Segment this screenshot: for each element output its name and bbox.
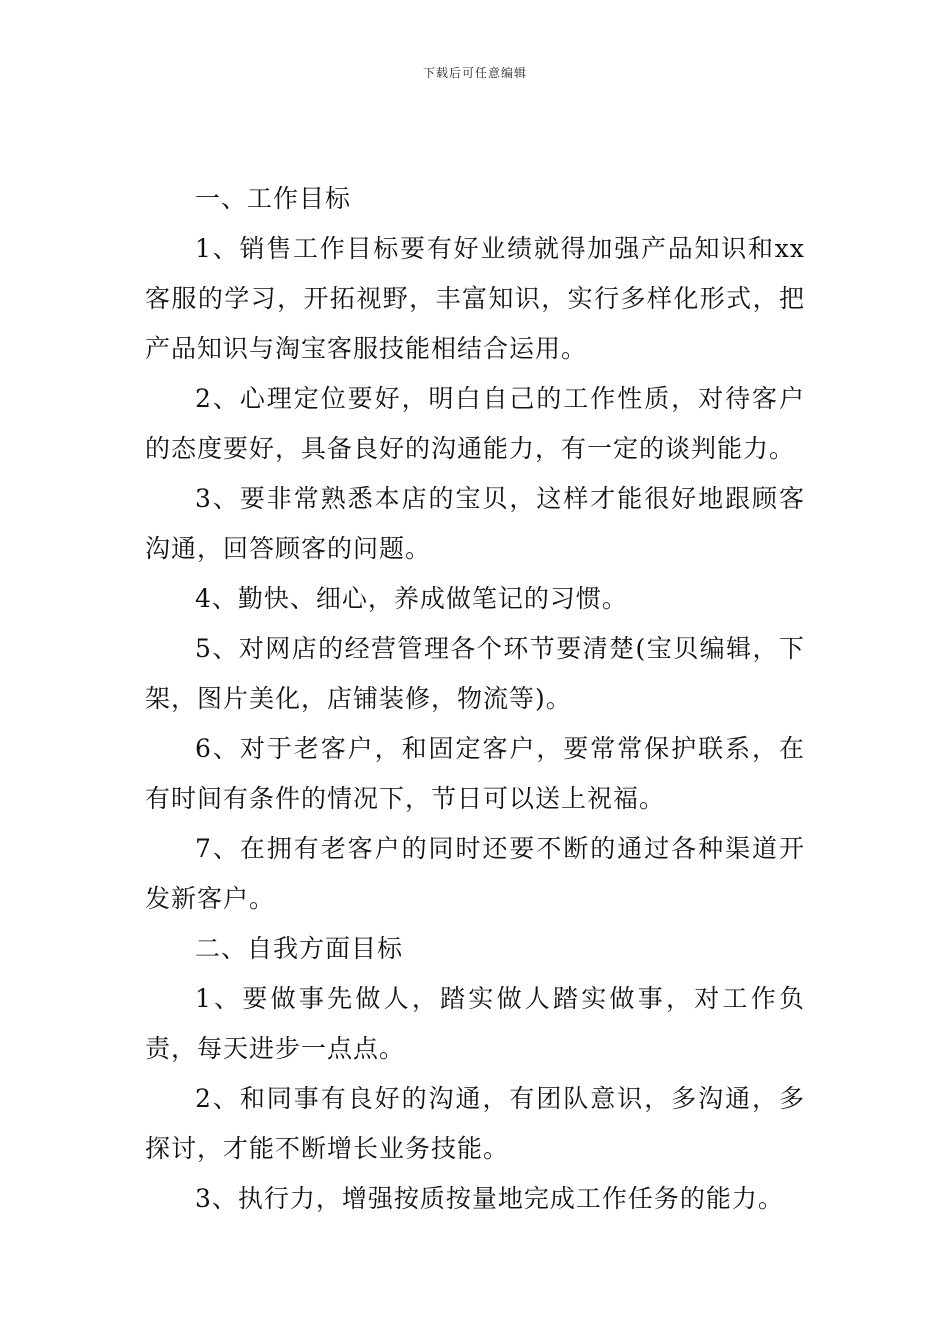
paragraph: 1、销售工作目标要有好业绩就得加强产品知识和xx客服的学习，开拓视野，丰富知识，实行多样化形式，把产品知识与淘宝客服技能相结合运用。 — [145, 234, 805, 363]
paragraph: 3、要非常熟悉本店的宝贝，这样才能很好地跟顾客沟通，回答顾客的问题。 — [145, 484, 805, 563]
document-body — [145, 174, 805, 1224]
paragraph: 2、心理定位要好，明白自己的工作性质，对待客户的态度要好，具备良好的沟通能力，有一定的谈判能力。 — [145, 384, 805, 463]
paragraph: 6、对于老客户，和固定客户，要常常保护联系，在有时间有条件的情况下，节日可以送上祝福。 — [145, 734, 805, 813]
page-header: 下载后可任意编辑 — [422, 66, 527, 80]
paragraph: 7、在拥有老客户的同时还要不断的通过各种渠道开发新客户。 — [145, 834, 805, 913]
paragraph: 2、和同事有良好的沟通，有团队意识，多沟通，多探讨，才能不断增长业务技能。 — [145, 1084, 805, 1163]
paragraph: 4、勤快、细心，养成做笔记的习惯。 — [195, 584, 628, 613]
paragraph: 5、对网店的经营管理各个环节要清楚(宝贝编辑，下架，图片美化，店铺装修，物流等)。 — [145, 634, 805, 713]
paragraph: 3、执行力，增强按质按量地完成工作任务的能力。 — [195, 1184, 784, 1213]
paragraph: 1、要做事先做人，踏实做人踏实做事，对工作负责，每天进步一点点。 — [145, 984, 805, 1063]
section-heading: 一、工作目标 — [195, 184, 352, 213]
section-heading: 二、自我方面目标 — [195, 934, 404, 963]
